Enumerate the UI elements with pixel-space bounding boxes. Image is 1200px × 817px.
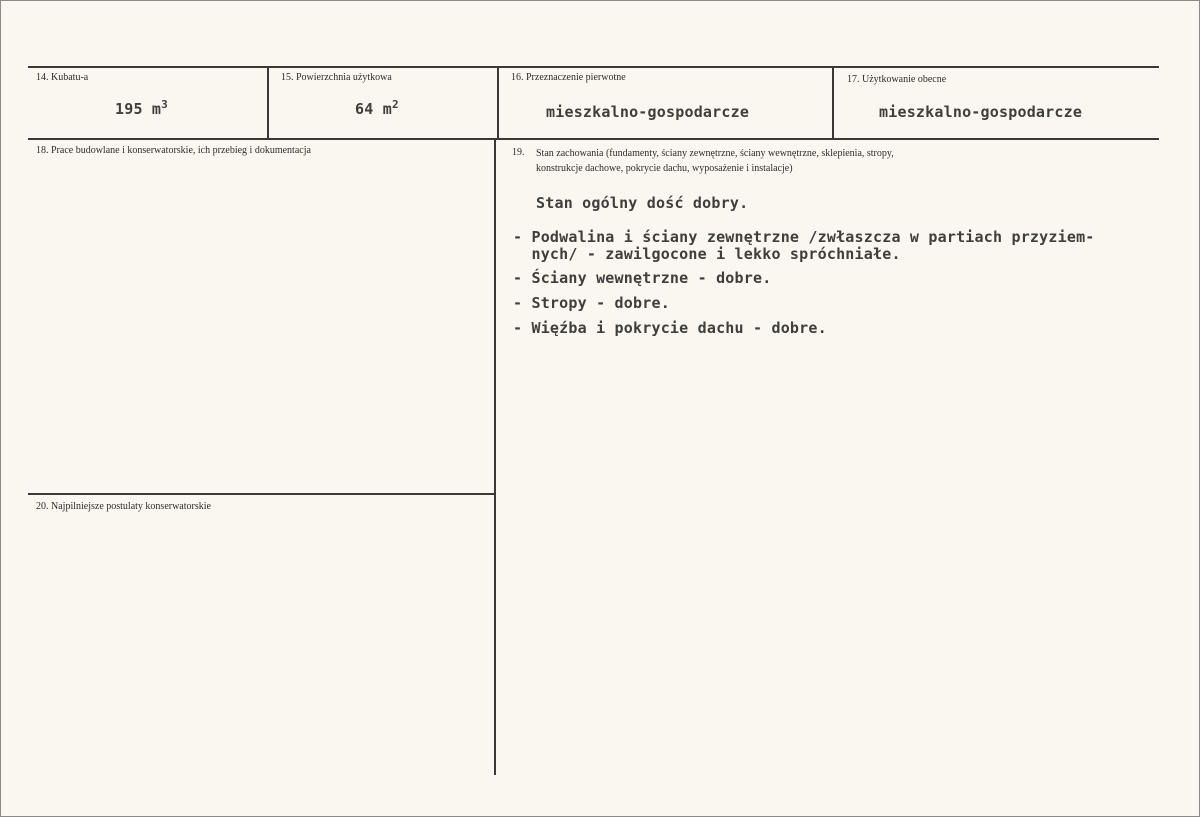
main-vertical-divider — [494, 138, 496, 775]
field-19-item: nych/ - zawilgocone i lekko spróchniałe. — [513, 245, 901, 263]
field-19-item: - Stropy - dobre. — [513, 294, 670, 312]
row-divider — [28, 138, 1159, 140]
field-16-value: mieszkalno-gospodarcze — [546, 103, 750, 121]
col-divider-16-17 — [832, 66, 834, 139]
field-19-general-state: Stan ogólny dość dobry. — [536, 194, 749, 212]
field-15-exponent: 2 — [391, 98, 399, 111]
field-15-value — [355, 100, 399, 118]
field-14-label: 14. Kubatu-a — [36, 72, 89, 83]
field-18-label: 18. Prace budowlane i konserwatorskie, ich przebieg i dokumentacja — [36, 145, 311, 156]
field-19-label-line2: konstrukcje dachowe, pokrycie dachu, wyposażenie i instalacje) — [536, 163, 793, 174]
field-15-number: 64 m — [355, 100, 392, 118]
section-18-20-divider — [28, 493, 495, 495]
field-15-label: 15. Powierzchnia użytkowa — [281, 72, 392, 83]
field-16-label: 16. Przeznaczenie pierwotne — [511, 72, 626, 83]
field-14-exponent: 3 — [161, 98, 168, 111]
field-14-value — [115, 100, 168, 118]
col-divider-14-15 — [267, 66, 269, 139]
field-19-label-line1: Stan zachowania (fundamenty, ściany zewnętrzne, ściany wewnętrzne, sklepienia, stropy, — [536, 148, 894, 159]
col-divider-15-16 — [497, 66, 499, 139]
field-14-number: 195 m — [115, 100, 162, 118]
field-19-number: 19. — [512, 147, 525, 158]
field-19-item: - Podwalina i ściany zewnętrzne /zwłaszcza w partiach przyziem- — [513, 228, 1095, 246]
field-20-label: 20. Najpilniejsze postulaty konserwatorskie — [36, 501, 211, 512]
field-17-value: mieszkalno-gospodarcze — [879, 103, 1083, 121]
field-17-label: 17. Użytkowanie obecne — [847, 74, 947, 85]
top-rule — [28, 66, 1159, 68]
field-19-item: - Ściany wewnętrzne - dobre. — [513, 269, 772, 287]
field-19-item: - Więźba i pokrycie dachu - dobre. — [513, 319, 827, 337]
